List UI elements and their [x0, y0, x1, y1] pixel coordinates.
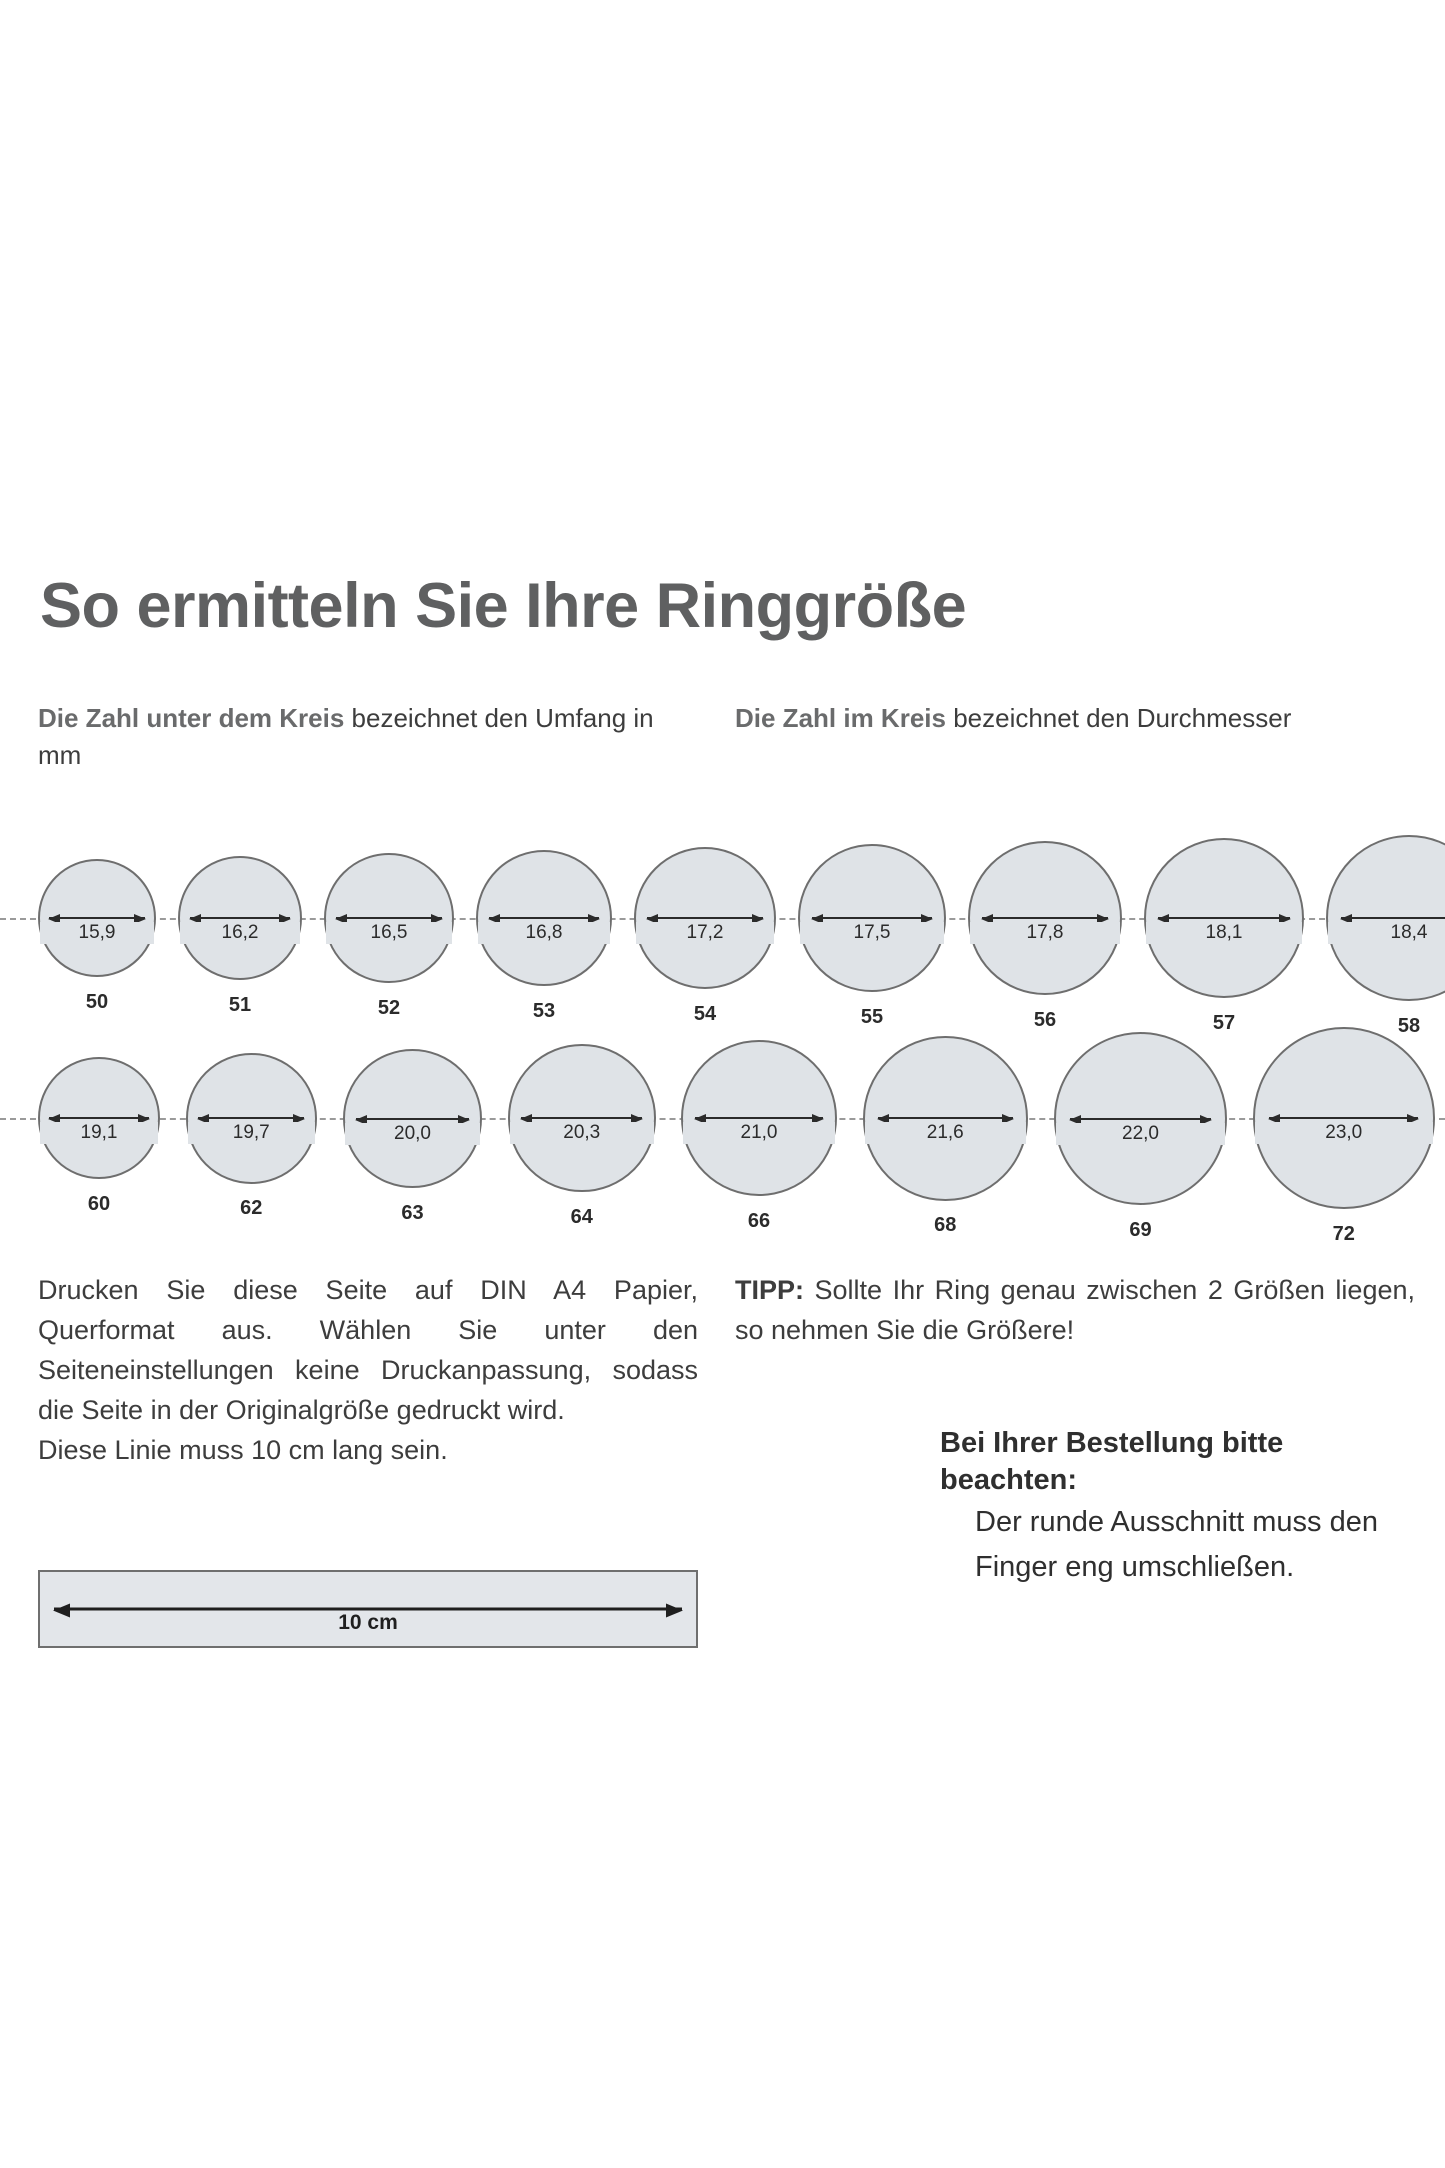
diameter-arrow-icon: [812, 917, 933, 919]
ring-circumference-label: 63: [401, 1202, 424, 1224]
ring-diameter-label: 17,5: [800, 922, 944, 944]
print-instructions-block: [38, 1270, 698, 1470]
ring-circumference-label: 50: [85, 991, 109, 1013]
ring-circle: [1326, 835, 1445, 1001]
ring-row-2: [0, 1030, 1445, 1245]
diameter-arrow-icon: [647, 917, 763, 919]
ring-circle: [863, 1036, 1028, 1201]
ring-circumference-label: 62: [240, 1197, 263, 1219]
ring-circumference-label: 69: [1129, 1219, 1152, 1241]
diameter-arrow-icon: [49, 1117, 148, 1119]
ring-circumference-label: 51: [228, 994, 252, 1016]
ring-circumference-label: 57: [1212, 1012, 1236, 1034]
tipp-label: TIPP:: [735, 1275, 805, 1305]
ring-circle: [38, 859, 156, 977]
ring-circumference-label: 53: [532, 1000, 556, 1022]
tipp-text: Sollte Ihr Ring genau zwischen 2 Größen liegen, so nehmen Sie die Größere!: [735, 1275, 1415, 1345]
ring-circle: [1253, 1027, 1435, 1209]
diameter-arrow-icon: [1158, 917, 1289, 919]
diameter-arrow-icon: [489, 917, 600, 919]
ring-circle: [186, 1053, 317, 1184]
ring-diameter-label: 15,9: [40, 922, 154, 944]
ring-circumference-label: 55: [860, 1006, 884, 1028]
ruler-label-wrap: [40, 1611, 696, 1635]
ring-circle: [634, 847, 776, 989]
ring-diameter-label: 20,3: [510, 1122, 654, 1144]
ring-diameter-label: 19,1: [40, 1122, 158, 1144]
ring-circumference-label: 66: [747, 1210, 771, 1232]
ring-circumference-label: 52: [377, 997, 401, 1019]
line-check-text: Diese Linie muss 10 cm lang sein.: [38, 1435, 448, 1465]
order-notice-text: Der runde Ausschnitt muss den Finger eng umschließen.: [975, 1506, 1378, 1583]
ring-circle: [476, 850, 612, 986]
diameter-arrow-icon: [49, 917, 145, 919]
ring-diameter-label: 17,8: [970, 922, 1120, 944]
ring-circle: [343, 1049, 482, 1188]
intro-left-paragraph: [38, 700, 688, 774]
diameter-arrow-icon: [336, 917, 442, 919]
ruler-label: 10 cm: [330, 1611, 406, 1635]
diameter-arrow-icon: [1070, 1118, 1212, 1120]
intro-right-paragraph: [735, 700, 1415, 737]
diameter-arrow-icon: [1341, 917, 1445, 919]
tipp-block: [735, 1270, 1415, 1350]
diameter-arrow-icon: [356, 1118, 469, 1120]
ring-diameter-label: 19,7: [188, 1122, 315, 1144]
ring-diameter-label: 23,0: [1255, 1122, 1433, 1144]
ring-circle: [798, 844, 946, 992]
ring-diameter-label: 18,1: [1146, 922, 1302, 944]
ring-diameter-label: 17,2: [636, 922, 774, 944]
ring-diameter-label: 18,4: [1328, 922, 1445, 944]
diameter-arrow-icon: [521, 1117, 642, 1119]
ring-diameter-label: 16,2: [180, 922, 300, 944]
ring-circumference-label: 64: [570, 1206, 593, 1228]
ring-circumference-label: 56: [1033, 1009, 1057, 1031]
ring-diameter-label: 21,0: [683, 1122, 835, 1144]
diameter-arrow-icon: [198, 1117, 304, 1119]
ring-diameter-label: 16,5: [326, 922, 452, 944]
ten-cm-ruler: [38, 1570, 698, 1648]
ring-circumference-label: 68: [934, 1214, 957, 1236]
diameter-arrow-icon: [1269, 1117, 1418, 1119]
ring-circle: [324, 853, 454, 983]
diameter-arrow-icon: [695, 1117, 823, 1119]
ring-circle: [38, 1057, 160, 1179]
intro-left-lead: Die Zahl unter dem Kreis: [38, 703, 345, 733]
ring-circle: [968, 841, 1122, 995]
ring-circumference-label: 72: [1332, 1223, 1355, 1245]
ring-diameter-label: 16,8: [478, 922, 610, 944]
ring-circumference-label: 54: [693, 1003, 717, 1025]
ring-diameter-label: 22,0: [1056, 1123, 1225, 1145]
ring-circle: [1144, 838, 1304, 998]
intro-right-rest: bezeichnet den Durchmesser: [945, 703, 1292, 733]
print-instructions-text: Drucken Sie diese Seite auf DIN A4 Papier, Querformat aus. Wählen Sie unter den Seiteneinstellungen keine Druckanpassung, sodass die Seite in der Originalgröße gedruckt wird.: [38, 1275, 698, 1425]
diameter-arrow-icon: [190, 917, 291, 919]
ring-circle: [681, 1040, 837, 1196]
ring-circumference-label: 60: [87, 1193, 111, 1215]
ring-row-1: [0, 840, 1445, 1037]
page-title: So ermitteln Sie Ihre Ringgröße: [40, 571, 967, 641]
ring-circle: [1054, 1032, 1227, 1205]
order-notice-heading: Bei Ihrer Bestellung bitte beachten:: [940, 1427, 1284, 1496]
diameter-arrow-icon: [878, 1117, 1013, 1119]
ring-diameter-label: 20,0: [345, 1123, 480, 1145]
intro-left-rest: bezeichnet den Umfang in mm: [38, 703, 654, 770]
ring-circle: [178, 856, 302, 980]
intro-right-lead: Die Zahl im Kreis: [735, 703, 946, 733]
diameter-arrow-icon: [982, 917, 1108, 919]
ring-circle: [508, 1044, 656, 1192]
ring-diameter-label: 21,6: [865, 1122, 1026, 1144]
ring-circumference-label: 58: [1397, 1015, 1421, 1037]
